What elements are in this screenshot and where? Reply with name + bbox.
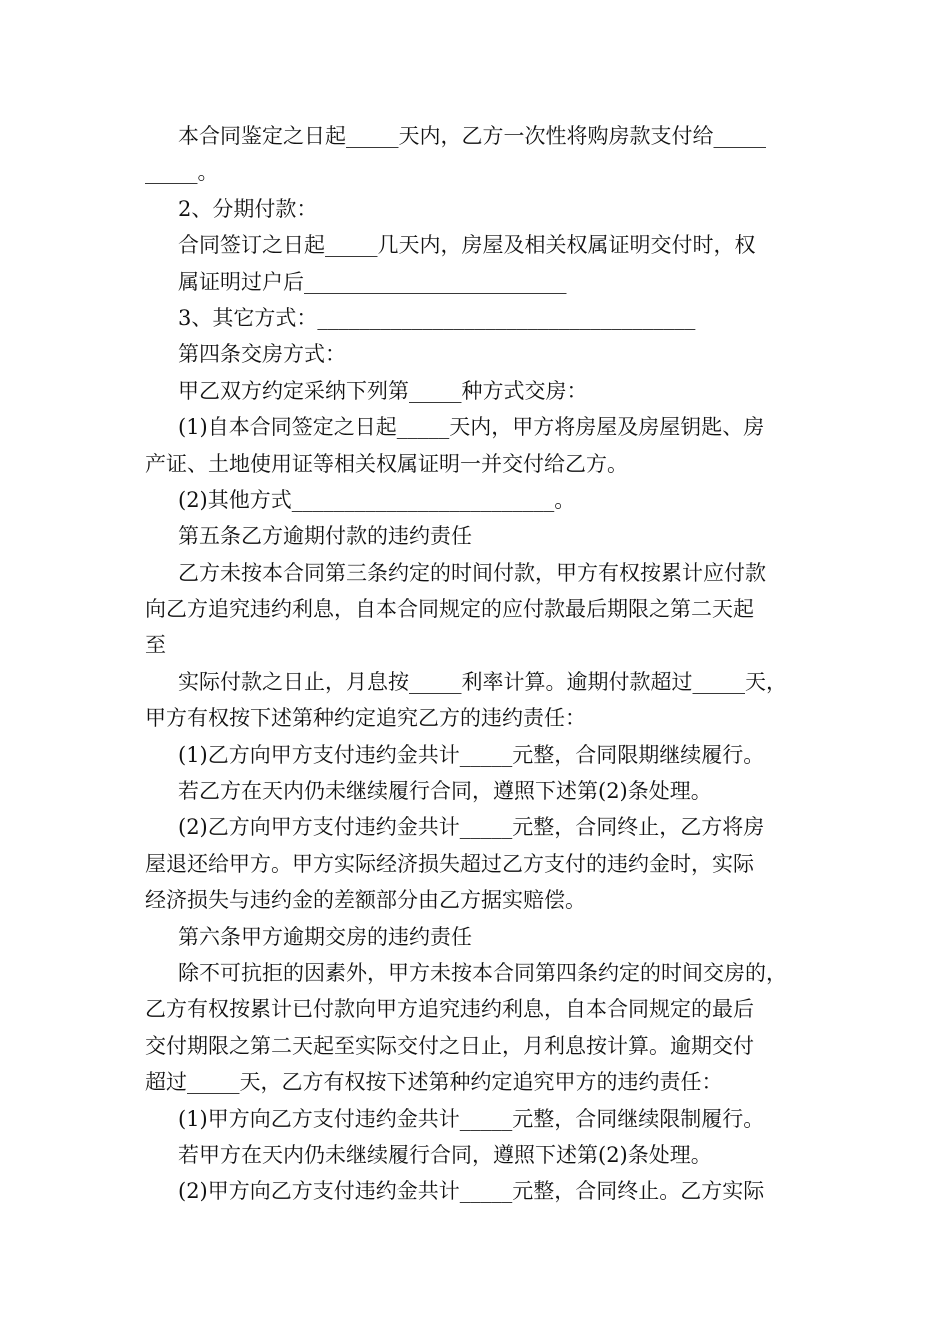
- text-line: (1)甲方向乙方支付违约金共计_____元整，合同继续限制履行。: [178, 1106, 765, 1131]
- text-line: 乙方未按本合同第三条约定的时间付款，甲方有权按累计应付款: [178, 560, 766, 585]
- text-line: 实际付款之日止，月息按_____利率计算。逾期付款超过_____天，: [178, 669, 787, 694]
- text-line: 属证明过户后_________________________: [178, 269, 567, 294]
- text-line: 合同签订之日起_____几天内，房屋及相关权属证明交付时，权: [178, 233, 756, 258]
- text-line: 若乙方在天内仍未继续履行合同，遵照下述第(2)条处理。: [178, 779, 712, 804]
- text-line: 2、分期付款：: [178, 196, 318, 221]
- text-line: 除不可抗拒的因素外，甲方未按本合同第四条约定的时间交房的，: [178, 960, 787, 985]
- text-line: 乙方有权按累计已付款向甲方追究违约利息，自本合同规定的最后: [145, 997, 754, 1022]
- text-line: _____。: [145, 160, 219, 185]
- text-line: 超过_____天，乙方有权按下述第种约定追究甲方的违约责任：: [145, 1070, 723, 1095]
- text-line: (1)乙方向甲方支付违约金共计_____元整，合同限期继续履行。: [178, 742, 765, 767]
- text-line: 甲方有权按下述第种约定追究乙方的违约责任：: [145, 706, 586, 731]
- text-line: (2)乙方向甲方支付违约金共计_____元整，合同终止，乙方将房: [178, 815, 765, 840]
- text-line: 至: [145, 633, 166, 658]
- text-line: (1)自本合同签定之日起_____天内，甲方将房屋及房屋钥匙、房: [178, 415, 765, 440]
- text-line: 甲乙双方约定采纳下列第_____种方式交房：: [178, 378, 588, 403]
- text-line: 向乙方追究违约利息，自本合同规定的应付款最后期限之第二天起: [145, 597, 754, 622]
- text-line: 屋退还给甲方。甲方实际经济损失超过乙方支付的违约金时，实际: [145, 851, 754, 876]
- text-line: 第六条甲方逾期交房的违约责任: [178, 924, 472, 949]
- text-line: 若甲方在天内仍未继续履行合同，遵照下述第(2)条处理。: [178, 1142, 712, 1167]
- text-line: 第四条交房方式：: [178, 342, 346, 367]
- text-line: 3、其它方式：____________________________________: [178, 305, 696, 330]
- text-line: 产证、土地使用证等相关权属证明一并交付给乙方。: [145, 451, 628, 476]
- document-body: [145, 118, 825, 1210]
- text-line: 经济损失与违约金的差额部分由乙方据实赔偿。: [145, 888, 586, 913]
- text-line: 交付期限之第二天起至实际交付之日止，月利息按计算。逾期交付: [145, 1033, 754, 1058]
- text-line: 本合同鉴定之日起_____天内，乙方一次性将购房款支付给_____: [178, 124, 766, 148]
- text-line: (2)其他方式_________________________。: [178, 487, 576, 512]
- text-line: (2)甲方向乙方支付违约金共计_____元整，合同终止。乙方实际: [178, 1179, 765, 1204]
- text-line: 第五条乙方逾期付款的违约责任: [178, 524, 472, 549]
